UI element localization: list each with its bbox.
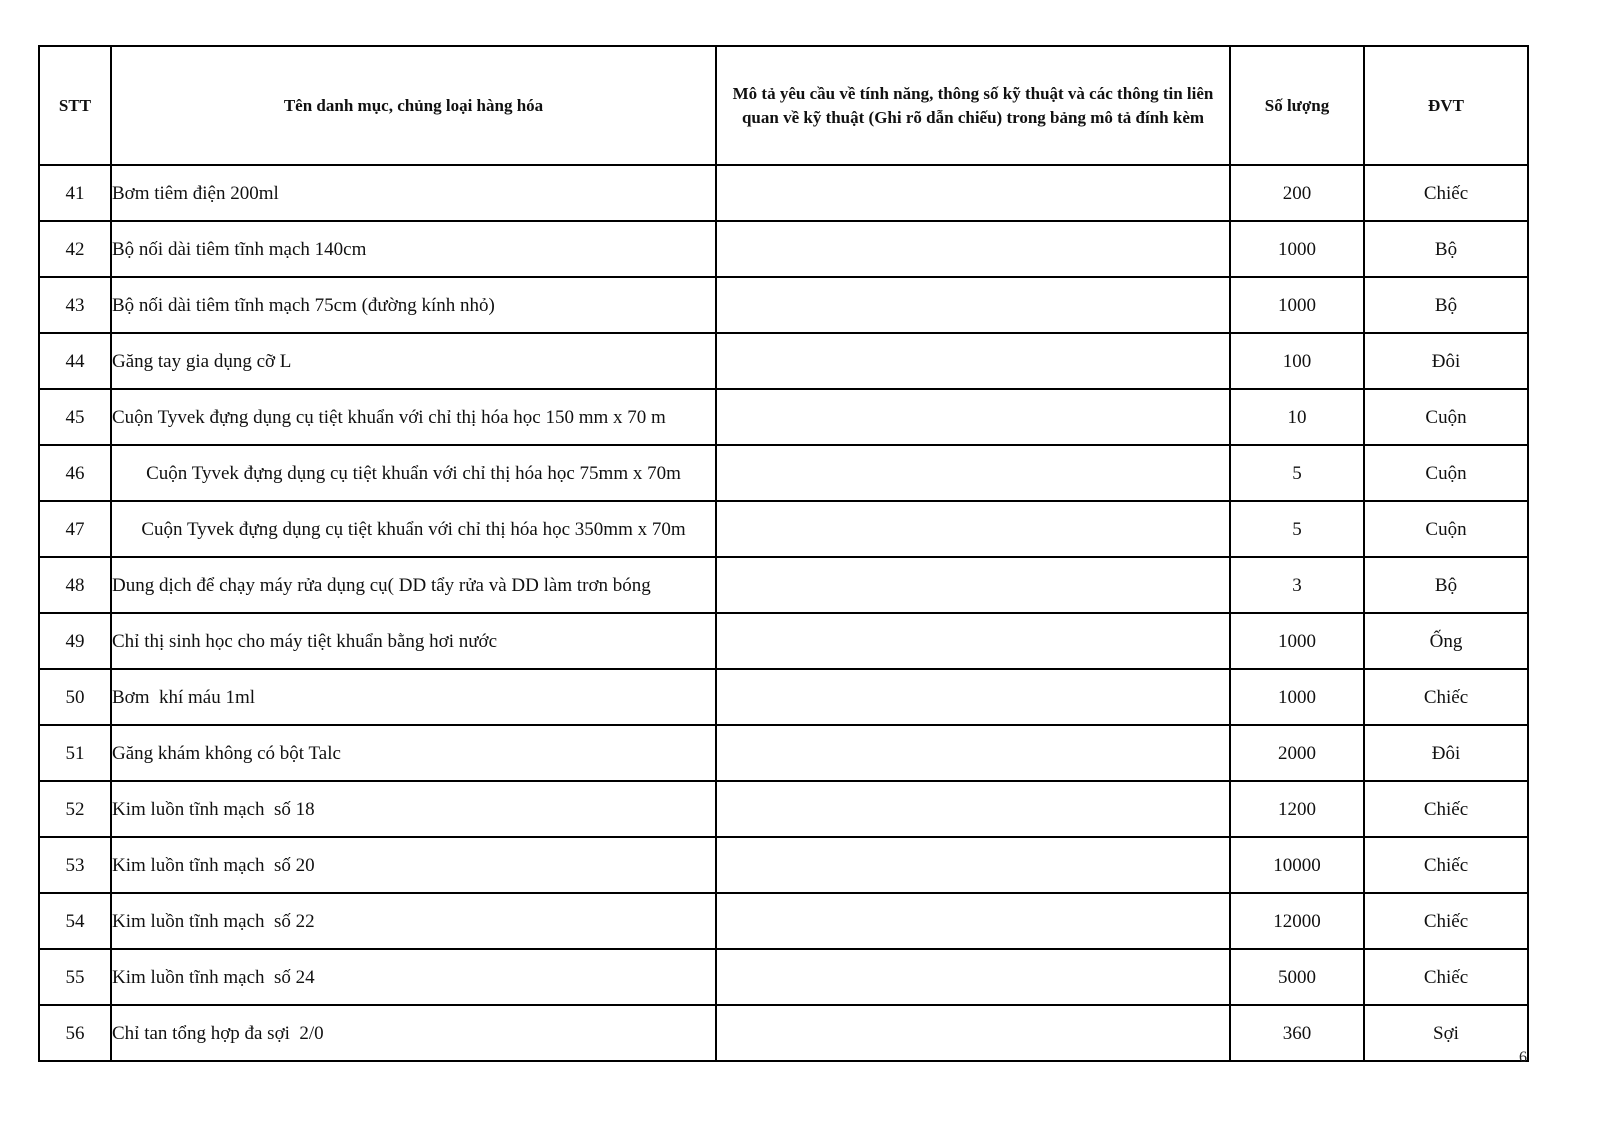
row-item-name: Kim luồn tĩnh mạch số 24 [111, 949, 716, 1005]
row-unit: Cuộn [1364, 445, 1528, 501]
row-description [716, 669, 1230, 725]
row-unit: Chiếc [1364, 781, 1528, 837]
row-item-name: Kim luồn tĩnh mạch số 20 [111, 837, 716, 893]
row-quantity: 5 [1230, 501, 1364, 557]
table-row [39, 165, 1528, 221]
row-quantity: 1000 [1230, 669, 1364, 725]
row-item-name: Kim luồn tĩnh mạch số 18 [111, 781, 716, 837]
row-description [716, 221, 1230, 277]
table-row [39, 893, 1528, 949]
row-stt: 43 [39, 277, 111, 333]
page-number: 6 [1519, 1049, 1527, 1066]
row-unit: Cuộn [1364, 501, 1528, 557]
header-stt: STT [39, 46, 111, 165]
row-quantity: 360 [1230, 1005, 1364, 1061]
row-item-name: Bộ nối dài tiêm tĩnh mạch 75cm (đường kính nhỏ) [111, 277, 716, 333]
table-row [39, 389, 1528, 445]
row-unit: Ống [1364, 613, 1528, 669]
table-row [39, 221, 1528, 277]
row-quantity: 12000 [1230, 893, 1364, 949]
row-stt: 54 [39, 893, 111, 949]
table-row [39, 501, 1528, 557]
row-quantity: 200 [1230, 165, 1364, 221]
row-description [716, 333, 1230, 389]
row-quantity: 2000 [1230, 725, 1364, 781]
row-quantity: 1000 [1230, 277, 1364, 333]
table-row [39, 277, 1528, 333]
row-quantity: 10 [1230, 389, 1364, 445]
row-quantity: 5000 [1230, 949, 1364, 1005]
row-stt: 49 [39, 613, 111, 669]
row-description [716, 501, 1230, 557]
row-stt: 41 [39, 165, 111, 221]
row-item-name: Dung dịch để chạy máy rửa dụng cụ( DD tẩy rửa và DD làm trơn bóng [111, 557, 716, 613]
row-item-name: Cuộn Tyvek đựng dụng cụ tiệt khuẩn với chỉ thị hóa học 75mm x 70m [111, 445, 716, 501]
row-description [716, 613, 1230, 669]
row-description [716, 1005, 1230, 1061]
row-unit: Cuộn [1364, 389, 1528, 445]
row-unit: Bộ [1364, 557, 1528, 613]
row-stt: 53 [39, 837, 111, 893]
header-quantity: Số lượng [1230, 46, 1364, 165]
row-unit: Chiếc [1364, 893, 1528, 949]
row-unit: Sợi [1364, 1005, 1528, 1061]
row-description [716, 893, 1230, 949]
row-description [716, 445, 1230, 501]
row-quantity: 1200 [1230, 781, 1364, 837]
row-stt: 46 [39, 445, 111, 501]
table-row [39, 445, 1528, 501]
row-unit: Chiếc [1364, 165, 1528, 221]
row-quantity: 1000 [1230, 221, 1364, 277]
row-unit: Bộ [1364, 277, 1528, 333]
row-stt: 51 [39, 725, 111, 781]
row-quantity: 10000 [1230, 837, 1364, 893]
row-unit: Chiếc [1364, 837, 1528, 893]
table-row [39, 781, 1528, 837]
row-quantity: 3 [1230, 557, 1364, 613]
table-row [39, 613, 1528, 669]
row-unit: Chiếc [1364, 949, 1528, 1005]
row-description [716, 557, 1230, 613]
row-item-name: Găng khám không có bột Talc [111, 725, 716, 781]
header-description-text: Mô tả yêu cầu về tính năng, thông số kỹ thuật và các thông tin liên quan về kỹ thuật (Ghi rõ dẫn chiếu) trong bảng mô tả đính kèm [732, 83, 1214, 127]
row-item-name: Cuộn Tyvek đựng dụng cụ tiệt khuẩn với chỉ thị hóa học 350mm x 70m [111, 501, 716, 557]
row-description [716, 949, 1230, 1005]
row-description [716, 389, 1230, 445]
row-stt: 47 [39, 501, 111, 557]
row-description [716, 165, 1230, 221]
table-row [39, 725, 1528, 781]
goods-table [38, 45, 1529, 1062]
row-description [716, 837, 1230, 893]
table-row [39, 949, 1528, 1005]
row-unit: Chiếc [1364, 669, 1528, 725]
row-item-name: Găng tay gia dụng cỡ L [111, 333, 716, 389]
row-quantity: 5 [1230, 445, 1364, 501]
row-stt: 50 [39, 669, 111, 725]
row-item-name: Cuộn Tyvek đựng dụng cụ tiệt khuẩn với chỉ thị hóa học 150 mm x 70 m [111, 389, 716, 445]
row-item-name: Bơm tiêm điện 200ml [111, 165, 716, 221]
table-header-row [39, 46, 1528, 165]
row-unit: Bộ [1364, 221, 1528, 277]
row-item-name: Bơm khí máu 1ml [111, 669, 716, 725]
row-stt: 48 [39, 557, 111, 613]
row-item-name: Bộ nối dài tiêm tĩnh mạch 140cm [111, 221, 716, 277]
table-row [39, 837, 1528, 893]
row-description [716, 277, 1230, 333]
row-unit: Đôi [1364, 725, 1528, 781]
table-row [39, 669, 1528, 725]
header-description [716, 46, 1230, 165]
row-description [716, 781, 1230, 837]
row-stt: 44 [39, 333, 111, 389]
row-item-name: Chỉ tan tổng hợp đa sợi 2/0 [111, 1005, 716, 1061]
header-unit: ĐVT [1364, 46, 1528, 165]
row-stt: 45 [39, 389, 111, 445]
row-quantity: 100 [1230, 333, 1364, 389]
table-row [39, 1005, 1528, 1061]
row-stt: 55 [39, 949, 111, 1005]
table-row [39, 333, 1528, 389]
row-item-name: Kim luồn tĩnh mạch số 22 [111, 893, 716, 949]
row-description [716, 725, 1230, 781]
row-unit: Đôi [1364, 333, 1528, 389]
row-quantity: 1000 [1230, 613, 1364, 669]
row-stt: 42 [39, 221, 111, 277]
header-name: Tên danh mục, chủng loại hàng hóa [111, 46, 716, 165]
table-row [39, 557, 1528, 613]
row-stt: 52 [39, 781, 111, 837]
row-item-name: Chỉ thị sinh học cho máy tiệt khuẩn bằng hơi nước [111, 613, 716, 669]
row-stt: 56 [39, 1005, 111, 1061]
